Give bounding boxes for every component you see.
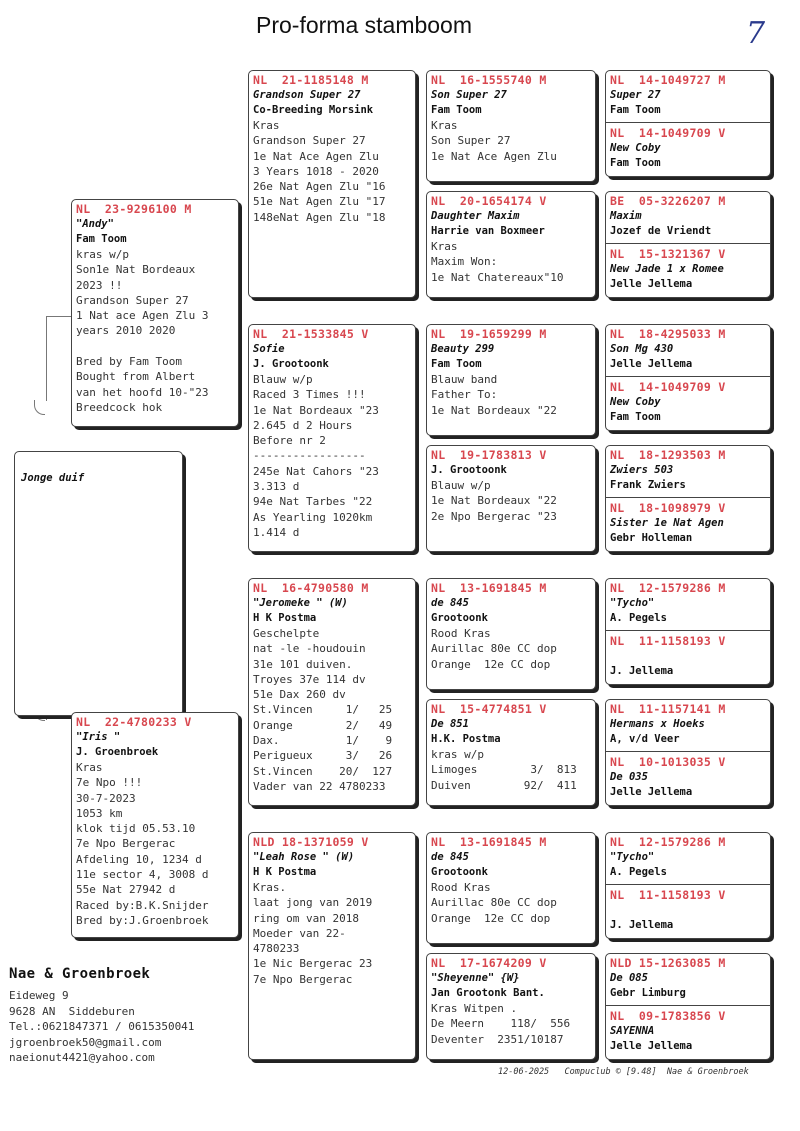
mmm-owner: Jan Grootonk Bant. — [431, 987, 545, 999]
text-line: Limoges 3/ 813 — [431, 763, 577, 777]
g4-owner: J. Jellema — [610, 665, 674, 677]
g4-owner: J. Jellema — [610, 919, 674, 931]
g4-pair-card — [605, 832, 771, 939]
g4-name: "Tycho" — [610, 851, 655, 863]
g4-ring: NL 11-1157141 M — [610, 702, 726, 716]
text-line — [76, 339, 234, 354]
g4-entry — [606, 1007, 770, 1055]
g4-pair-card — [605, 445, 771, 552]
g4-entry — [606, 833, 770, 881]
g4-owner: Jelle Jellema — [610, 358, 693, 370]
g4-name: New Coby — [610, 396, 661, 408]
g4-owner: Jelle Jellema — [610, 278, 693, 290]
text-line: Breedcock hok — [76, 400, 163, 414]
father-lines — [76, 247, 234, 415]
text-line: Raced by:B.K.Snijder — [76, 898, 209, 912]
footer: 12-06-2025 Compuclub © [9.48] Nae & Groenbroek — [498, 1067, 749, 1077]
g4-pair-card — [605, 578, 771, 685]
text-line: 94e Nat Tarbes "22 — [253, 495, 373, 509]
ff-lines — [253, 118, 411, 225]
text-line: 1e Nat Bordeaux "22 — [431, 403, 557, 417]
g4-entry — [606, 632, 770, 680]
text-line: Grandson Super 27 — [76, 293, 189, 307]
mm-lines — [253, 880, 411, 987]
mff-card — [426, 578, 596, 690]
text-line: Bred by Fam Toom — [76, 355, 182, 369]
g4-name: Sister 1e Nat Agen — [610, 517, 724, 529]
text-line: 7e Npo Bergerac — [253, 972, 353, 986]
g4-name: Super 27 — [610, 89, 661, 101]
g4-entry — [606, 499, 770, 547]
subject-label: Jonge duif — [21, 472, 85, 484]
g4-divider — [606, 122, 770, 123]
text-line: 4780233 — [253, 942, 300, 956]
g4-owner: Jelle Jellema — [610, 786, 693, 798]
father-owner: Fam Toom — [76, 233, 127, 245]
fff-card — [426, 70, 596, 182]
mfm-owner: H.K. Postma — [431, 733, 501, 745]
ffm-owner: Harrie van Boxmeer — [431, 225, 545, 237]
breeder-lines — [9, 988, 194, 1066]
g4-ring: NL 10-1013035 V — [610, 755, 726, 769]
text-line: 1e Nat Ace Agen Zlu — [253, 149, 379, 163]
ff-card — [248, 70, 416, 298]
g4-entry — [606, 753, 770, 801]
ff-owner: Co-Breeding Morsink — [253, 104, 374, 116]
mf-card — [248, 578, 416, 806]
g4-pair-card — [605, 191, 771, 298]
fmf-name: Beauty 299 — [431, 343, 495, 355]
mother-ring: NL 22-4780233 V — [76, 715, 192, 729]
text-line: Son Super 27 — [431, 134, 511, 148]
mmf-name: de 845 — [431, 851, 469, 863]
text-line: Maxim Won: — [431, 255, 498, 269]
text-line: Kras Witpen . — [431, 1002, 518, 1015]
text-line: klok tijd 05.53.10 — [76, 822, 196, 836]
text-line: 1053 km — [76, 806, 123, 820]
g4-owner: Gebr Holleman — [610, 532, 693, 544]
text-line: Bred by:J.Groenbroek — [76, 913, 209, 927]
g4-entry — [606, 446, 770, 494]
text-line: Kras. — [253, 881, 287, 894]
g4-entry — [606, 124, 770, 172]
text-line: De Meern 118/ 556 — [431, 1017, 571, 1031]
g4-divider — [606, 497, 770, 498]
text-line: kras w/p — [431, 748, 484, 761]
text-line: 30-7-2023 — [76, 791, 136, 805]
mm-owner: H K Postma — [253, 866, 317, 878]
g4-entry — [606, 192, 770, 240]
fmf-card — [426, 324, 596, 436]
g4-ring: NL 11-1158193 V — [610, 888, 726, 902]
breeder-block — [9, 966, 194, 1066]
g4-ring: NL 18-1293503 M — [610, 448, 726, 462]
text-line: Kras — [76, 761, 103, 774]
g4-divider — [606, 243, 770, 244]
page-title: Pro-forma stamboom — [256, 12, 473, 38]
father-card — [71, 199, 239, 427]
fmm-card — [426, 445, 596, 552]
text-line: Kras — [431, 240, 458, 253]
text-line: Orange 12e CC dop — [431, 657, 551, 671]
text-line: Before nr 2 — [253, 434, 326, 448]
text-line: Aurillac 80e CC dop — [431, 896, 557, 910]
text-line: Moeder van 22- — [253, 926, 346, 940]
ffm-card — [426, 191, 596, 298]
g4-entry — [606, 700, 770, 748]
text-line: years 2010 2020 — [76, 324, 176, 338]
text-line: Deventer 2351/10187 — [431, 1032, 564, 1046]
text-line: Kras — [253, 119, 280, 132]
text-line: Duiven 92/ 411 — [431, 778, 577, 792]
text-line: 1e Nat Chatereaux"10 — [431, 270, 564, 284]
text-line: 2023 !! — [76, 278, 123, 292]
fm-card — [248, 324, 416, 552]
text-line: 245e Nat Cahors "23 — [253, 464, 379, 478]
text-line: 1e Nat Bordeaux "23 — [253, 403, 379, 417]
fm-owner: J. Grootoonk — [253, 358, 329, 370]
text-line: ring om van 2018 — [253, 911, 359, 925]
g4-name: De 035 — [610, 771, 648, 783]
text-line: Aurillac 80e CC dop — [431, 642, 557, 656]
text-line: Grandson Super 27 — [253, 134, 366, 148]
text-line: 11e sector 4, 3008 d — [76, 868, 209, 882]
g4-name: Hermans x Hoeks — [610, 718, 705, 730]
fmf-lines — [431, 372, 591, 418]
g4-entry — [606, 886, 770, 934]
fff-owner: Fam Toom — [431, 104, 482, 116]
g4-owner: Gebr Limburg — [610, 987, 686, 999]
g4-owner: Jozef de Vriendt — [610, 225, 712, 237]
text-line: Perigueux 3/ 26 — [253, 749, 393, 763]
g4-ring: NL 09-1783856 V — [610, 1009, 726, 1023]
g4-ring: BE 05-3226207 M — [610, 194, 726, 208]
g4-ring: NL 12-1579286 M — [610, 581, 726, 595]
mmm-lines — [431, 1001, 591, 1047]
fmm-ring: NL 19-1783813 V — [431, 448, 547, 462]
text-line: 1e Nat Bordeaux "22 — [431, 494, 557, 508]
g4-name — [610, 649, 766, 664]
text-line: Blauw w/p — [253, 373, 313, 386]
fmf-owner: Fam Toom — [431, 358, 482, 370]
mmm-name: "Sheyenne" {W} — [431, 972, 520, 984]
g4-owner: Fam Toom — [610, 157, 661, 169]
text-line: 1 Nat ace Agen Zlu 3 — [76, 309, 209, 323]
mmm-ring: NL 17-1674209 V — [431, 956, 547, 970]
g4-entry — [606, 579, 770, 627]
text-line: 7e Npo !!! — [76, 776, 143, 790]
g4-pair-card — [605, 699, 771, 806]
g4-name: "Tycho" — [610, 597, 655, 609]
text-line: Raced 3 Times !!! — [253, 388, 366, 402]
fmm-owner: J. Grootoonk — [431, 464, 507, 476]
page-number: 7 — [746, 16, 766, 51]
mmf-owner: Grootoonk — [431, 866, 488, 878]
ff-ring: NL 21-1185148 M — [253, 73, 369, 87]
mf-owner: H K Postma — [253, 612, 317, 624]
mfm-ring: NL 15-4774851 V — [431, 702, 547, 716]
text-line: Kras — [431, 119, 458, 132]
text-line: Rood Kras — [431, 881, 491, 894]
g4-pair-card — [605, 70, 771, 177]
g4-divider — [606, 376, 770, 377]
text-line: 1e Nat Ace Agen Zlu — [431, 149, 557, 163]
g4-ring: NL 14-1049709 V — [610, 126, 726, 140]
text-line: 1.414 d — [253, 525, 300, 539]
g4-name: Maxim — [610, 210, 642, 222]
text-line: St.Vincen 20/ 127 — [253, 764, 393, 778]
g4-pair-card — [605, 953, 771, 1060]
g4-divider — [606, 751, 770, 752]
mf-name: "Jeromeke " (W) — [253, 597, 348, 609]
mother-owner: J. Groenbroek — [76, 746, 159, 758]
mmf-card — [426, 832, 596, 944]
mff-ring: NL 13-1691845 M — [431, 581, 547, 595]
text-line: 31e 101 duiven. — [253, 657, 353, 671]
text-line: Tel.:0621847371 / 0615350041 — [9, 1020, 195, 1033]
g4-name — [610, 903, 766, 918]
text-line: Father To: — [431, 388, 498, 402]
breeder-name: Nae & Groenbroek — [9, 966, 151, 982]
text-line: ----------------- — [253, 449, 366, 463]
g4-entry — [606, 245, 770, 293]
text-line: 7e Npo Bergerac — [76, 837, 176, 851]
g4-owner: Fam Toom — [610, 104, 661, 116]
fff-name: Son Super 27 — [431, 89, 507, 101]
text-line: 51e Nat Agen Zlu "17 — [253, 195, 386, 209]
text-line: Geschelpte — [253, 627, 320, 640]
mf-lines — [253, 626, 411, 794]
text-line: nat -le -houdouin — [253, 642, 366, 656]
text-line: Blauw w/p — [431, 479, 491, 492]
g4-divider — [606, 1005, 770, 1006]
mfm-name: De 851 — [431, 718, 469, 730]
fmm-lines — [431, 478, 591, 524]
text-line: van het hoofd 10-"23 — [76, 385, 209, 399]
g4-pair-card — [605, 324, 771, 431]
subject-card — [14, 451, 183, 716]
g4-ring: NL 18-4295033 M — [610, 327, 726, 341]
text-line: St.Vincen 1/ 25 — [253, 703, 393, 717]
g4-owner: A, v/d Veer — [610, 733, 680, 745]
g4-name: Zwiers 503 — [610, 464, 674, 476]
text-line: 26e Nat Agen Zlu "16 — [253, 180, 386, 194]
g4-ring: NL 14-1049727 M — [610, 73, 726, 87]
text-line: kras w/p — [76, 248, 129, 261]
ffm-lines — [431, 239, 591, 285]
ff-name: Grandson Super 27 — [253, 89, 361, 101]
text-line: 3.313 d — [253, 480, 300, 494]
fmf-ring: NL 19-1659299 M — [431, 327, 547, 341]
g4-name: New Coby — [610, 142, 661, 154]
text-line: Son1e Nat Bordeaux — [76, 263, 196, 277]
mff-owner: Grootoonk — [431, 612, 488, 624]
ffm-ring: NL 20-1654174 V — [431, 194, 547, 208]
g4-ring: NL 11-1158193 V — [610, 634, 726, 648]
text-line: Rood Kras — [431, 627, 491, 640]
g4-entry — [606, 954, 770, 1002]
g4-owner: Frank Zwiers — [610, 479, 686, 491]
text-line: laat jong van 2019 — [253, 896, 373, 910]
mm-ring: NLD 18-1371059 V — [253, 835, 369, 849]
text-line: naeionut4421@yahoo.com — [9, 1051, 155, 1064]
mother-name: "Iris " — [76, 731, 121, 743]
father-name: "Andy" — [76, 218, 114, 230]
text-line: 51e Dax 260 dv — [253, 688, 346, 702]
fm-name: Sofie — [253, 343, 285, 355]
connector-father-h — [46, 316, 72, 317]
g4-owner: Jelle Jellema — [610, 1040, 693, 1052]
g4-ring: NL 14-1049709 V — [610, 380, 726, 394]
mother-card — [71, 712, 239, 938]
mf-ring: NL 16-4790580 M — [253, 581, 369, 595]
text-line: Vader van 22 4780233 — [253, 779, 386, 793]
mm-card — [248, 832, 416, 1060]
mmf-lines — [431, 880, 591, 926]
text-line: Orange 12e CC dop — [431, 911, 551, 925]
g4-divider — [606, 884, 770, 885]
text-line: 9628 AN Siddeburen — [9, 1004, 135, 1018]
g4-owner: Fam Toom — [610, 411, 661, 423]
g4-divider — [606, 630, 770, 631]
mmm-card — [426, 953, 596, 1060]
text-line: Troyes 37e 114 dv — [253, 672, 366, 686]
text-line: 2.645 d 2 Hours — [253, 418, 353, 432]
g4-name: SAYENNA — [610, 1025, 655, 1037]
g4-owner: A. Pegels — [610, 612, 667, 624]
g4-name: Son Mg 430 — [610, 343, 674, 355]
text-line: Afdeling 10, 1234 d — [76, 852, 202, 866]
text-line: jgroenbroek50@gmail.com — [9, 1035, 162, 1049]
text-line: Dax. 1/ 9 — [253, 734, 393, 748]
text-line: 148eNat Agen Zlu "18 — [253, 210, 386, 224]
g4-name: De 085 — [610, 972, 648, 984]
connector-father-curl — [34, 400, 45, 415]
connector-father — [46, 316, 47, 401]
g4-entry — [606, 325, 770, 373]
text-line: Orange 2/ 49 — [253, 718, 393, 732]
mff-lines — [431, 626, 591, 672]
g4-ring: NL 15-1321367 V — [610, 247, 726, 261]
fm-lines — [253, 372, 411, 540]
fm-ring: NL 21-1533845 V — [253, 327, 369, 341]
ffm-name: Daughter Maxim — [431, 210, 520, 222]
fff-ring: NL 16-1555740 M — [431, 73, 547, 87]
text-line: Bought from Albert — [76, 370, 196, 384]
text-line: 55e Nat 27942 d — [76, 883, 176, 897]
mother-lines — [76, 760, 234, 928]
father-ring: NL 23-9296100 M — [76, 202, 192, 216]
g4-ring: NL 18-1098979 V — [610, 501, 726, 515]
g4-entry — [606, 71, 770, 119]
mfm-card — [426, 699, 596, 806]
g4-owner: A. Pegels — [610, 866, 667, 878]
text-line: Eideweg 9 — [9, 989, 69, 1002]
fff-lines — [431, 118, 591, 164]
mmf-ring: NL 13-1691845 M — [431, 835, 547, 849]
text-line: 1e Nic Bergerac 23 — [253, 957, 373, 971]
mff-name: de 845 — [431, 597, 469, 609]
g4-ring: NL 12-1579286 M — [610, 835, 726, 849]
text-line: As Yearling 1020km — [253, 510, 373, 524]
g4-entry — [606, 378, 770, 426]
text-line: 2e Npo Bergerac "23 — [431, 509, 557, 523]
g4-name: New Jade 1 x Romee — [610, 263, 724, 275]
text-line: Blauw band — [431, 373, 498, 386]
g4-ring: NLD 15-1263085 M — [610, 956, 726, 970]
mfm-lines — [431, 747, 591, 793]
text-line: 3 Years 1018 - 2020 — [253, 164, 379, 178]
mm-name: "Leah Rose " (W) — [253, 851, 355, 863]
